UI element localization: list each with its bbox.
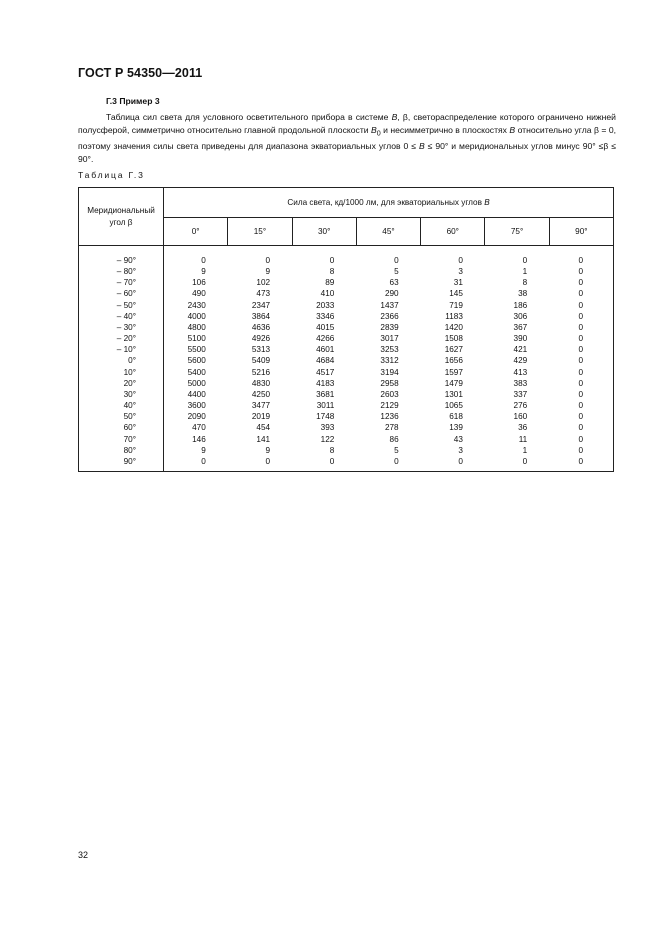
intensity-value-cell: 1748 bbox=[316, 412, 335, 422]
intensity-value-cell: 4000 bbox=[187, 311, 206, 321]
table-caption: Таблица Г.3 bbox=[78, 170, 145, 180]
intensity-value-cell: 9 bbox=[265, 445, 271, 455]
intensity-value-cell: 1301 bbox=[444, 389, 463, 399]
paragraph-segment: B bbox=[391, 112, 398, 122]
intensity-value-cell: 3194 bbox=[380, 367, 399, 377]
intensity-value-cell: 3600 bbox=[187, 401, 206, 411]
document-header: ГОСТ Р 54350—2011 bbox=[78, 66, 203, 80]
meridian-angle-cell: – 60° bbox=[79, 288, 164, 299]
table-row bbox=[79, 311, 614, 322]
intensity-value-cell: 63 bbox=[389, 278, 399, 288]
meridian-angle-cell: 0° bbox=[79, 355, 164, 366]
meridian-angle-cell: – 10° bbox=[79, 344, 164, 355]
equatorial-angle-header: 45° bbox=[356, 217, 420, 246]
intensity-value-cell: 145 bbox=[449, 289, 463, 299]
table-row bbox=[79, 277, 614, 288]
equatorial-angle-header: 60° bbox=[421, 217, 485, 246]
intensity-value-cell: 393 bbox=[320, 423, 335, 433]
table-row bbox=[79, 355, 614, 366]
intensity-value-cell: 337 bbox=[513, 389, 528, 399]
intensity-value-cell: 5600 bbox=[187, 356, 206, 366]
intensity-value-cell: 1236 bbox=[380, 412, 399, 422]
table-row bbox=[79, 266, 614, 277]
intensity-value-cell: 0 bbox=[549, 434, 613, 445]
table-row bbox=[79, 322, 614, 333]
intensity-value-cell: 31 bbox=[453, 278, 463, 288]
intensity-value-cell: 4830 bbox=[251, 378, 271, 388]
intensity-value-cell: 0 bbox=[549, 456, 613, 472]
intensity-value-cell: 5409 bbox=[251, 356, 271, 366]
intensity-value-cell: 141 bbox=[256, 434, 271, 444]
intensity-value-cell: 5400 bbox=[187, 367, 206, 377]
intensity-value-cell: 429 bbox=[513, 356, 528, 366]
table-row bbox=[79, 344, 614, 355]
intensity-value-cell: 0 bbox=[549, 389, 613, 400]
intensity-group-header-text: Сила света, кд/1000 лм, для экваториальных углов bbox=[287, 197, 485, 207]
paragraph-segment: B bbox=[418, 140, 425, 151]
intensity-value-cell: 3011 bbox=[316, 401, 335, 411]
intensity-value-cell: 38 bbox=[518, 289, 528, 299]
intensity-value-cell: 3017 bbox=[380, 334, 399, 344]
table-row bbox=[79, 389, 614, 400]
meridian-angle-cell: – 30° bbox=[79, 322, 164, 333]
intensity-value-cell: 4400 bbox=[187, 389, 206, 399]
intensity-value-cell: 4636 bbox=[251, 322, 271, 332]
table-row bbox=[79, 378, 614, 389]
intro-paragraph-text bbox=[78, 111, 616, 165]
equatorial-angle-header: 75° bbox=[485, 217, 549, 246]
intensity-value-cell: 4800 bbox=[187, 322, 206, 332]
intensity-value-cell: 1479 bbox=[444, 378, 463, 388]
intensity-value-cell: 1 bbox=[522, 445, 528, 455]
intensity-value-cell: 3477 bbox=[251, 401, 271, 411]
intensity-value-cell: 3 bbox=[458, 445, 463, 455]
intensity-value-cell: 8 bbox=[329, 267, 335, 277]
intensity-value-cell: 5000 bbox=[187, 378, 206, 388]
intensity-value-cell: 3681 bbox=[316, 389, 335, 399]
intensity-value-cell: 413 bbox=[513, 367, 528, 377]
page-number: 32 bbox=[78, 850, 89, 860]
intensity-value-cell: 0 bbox=[549, 333, 613, 344]
intensity-value-cell: 4266 bbox=[316, 334, 335, 344]
intensity-value-cell: 89 bbox=[325, 278, 335, 288]
intensity-value-cell: 1656 bbox=[444, 356, 463, 366]
intensity-value-cell: 0 bbox=[549, 311, 613, 322]
intensity-value-cell: 618 bbox=[449, 412, 463, 422]
intensity-value-cell: 4183 bbox=[316, 378, 335, 388]
table-row bbox=[79, 445, 614, 456]
intensity-value-cell: 1183 bbox=[445, 311, 463, 321]
table-row bbox=[79, 367, 614, 378]
meridian-angle-header bbox=[79, 188, 164, 246]
paragraph-segment: и несимметрично в плоскостях bbox=[380, 124, 510, 135]
intensity-value-cell: 3 bbox=[458, 267, 463, 277]
equatorial-angle-header: 30° bbox=[292, 217, 356, 246]
intensity-value-cell: 0 bbox=[265, 256, 271, 265]
intensity-value-cell: 0 bbox=[356, 456, 420, 472]
intensity-value-cell: 3253 bbox=[380, 345, 399, 355]
intensity-value-cell: 0 bbox=[292, 456, 356, 472]
intensity-value-cell: 2839 bbox=[380, 322, 399, 332]
meridian-angle-cell: – 70° bbox=[79, 277, 164, 288]
table-row bbox=[79, 400, 614, 411]
table-body bbox=[79, 246, 614, 472]
intensity-value-cell: 421 bbox=[513, 345, 528, 355]
intensity-value-cell: 0 bbox=[549, 355, 613, 366]
intensity-value-cell: 1065 bbox=[444, 401, 463, 411]
intensity-value-cell: 0 bbox=[549, 300, 613, 311]
intensity-value-cell: 2129 bbox=[380, 401, 399, 411]
intensity-value-cell: 4601 bbox=[316, 345, 335, 355]
intensity-value-cell: 8 bbox=[329, 445, 335, 455]
intensity-value-cell: 383 bbox=[513, 378, 528, 388]
intensity-value-cell: 9 bbox=[201, 267, 206, 277]
intensity-value-cell: 1508 bbox=[444, 334, 463, 344]
meridian-angle-cell: – 80° bbox=[79, 266, 164, 277]
intensity-value-cell: 102 bbox=[256, 278, 271, 288]
intro-paragraph bbox=[78, 111, 616, 165]
intensity-value-cell: 367 bbox=[513, 322, 528, 332]
intensity-value-cell: 2603 bbox=[380, 389, 399, 399]
intensity-value-cell: 1437 bbox=[380, 300, 399, 310]
intensity-value-cell: 5500 bbox=[187, 345, 206, 355]
meridian-angle-cell: – 90° bbox=[79, 246, 164, 267]
intensity-value-cell: 3346 bbox=[316, 311, 335, 321]
meridian-angle-cell: 70° bbox=[79, 434, 164, 445]
paragraph-segment: Таблица сил света для условного осветительного прибора в системе bbox=[106, 112, 392, 122]
meridian-angle-cell: 60° bbox=[79, 422, 164, 433]
meridian-angle-cell: – 40° bbox=[79, 311, 164, 322]
intensity-value-cell: 5 bbox=[394, 445, 399, 455]
intensity-value-cell: 1 bbox=[522, 267, 528, 277]
intensity-value-cell: 0 bbox=[228, 456, 292, 472]
intensity-value-cell: 0 bbox=[485, 456, 549, 472]
intensity-value-cell: 2347 bbox=[251, 300, 271, 310]
meridian-angle-cell: 40° bbox=[79, 400, 164, 411]
intensity-value-cell: 2430 bbox=[187, 300, 206, 310]
intensity-value-cell: 290 bbox=[384, 289, 399, 299]
intensity-value-cell: 719 bbox=[449, 300, 463, 310]
intensity-value-cell: 4684 bbox=[316, 356, 335, 366]
table-row bbox=[79, 288, 614, 299]
meridian-angle-cell: 30° bbox=[79, 389, 164, 400]
table-row bbox=[79, 333, 614, 344]
intensity-value-cell: 0 bbox=[394, 256, 399, 265]
intensity-value-cell: 0 bbox=[329, 256, 335, 265]
intensity-value-cell: 410 bbox=[320, 289, 335, 299]
luminous-intensity-table bbox=[78, 187, 614, 472]
intensity-value-cell: 473 bbox=[256, 289, 271, 299]
intensity-value-cell: 0 bbox=[549, 246, 613, 267]
meridian-angle-cell: 50° bbox=[79, 411, 164, 422]
intensity-value-cell: 5100 bbox=[187, 334, 206, 344]
intensity-value-cell: 11 bbox=[518, 434, 528, 444]
meridian-angle-cell: 90° bbox=[79, 456, 164, 472]
intensity-value-cell: 146 bbox=[192, 434, 206, 444]
meridian-angle-cell: – 50° bbox=[79, 300, 164, 311]
paragraph-segment: B bbox=[509, 124, 516, 135]
intensity-value-cell: 9 bbox=[201, 445, 206, 455]
intensity-value-cell: 0 bbox=[522, 256, 528, 265]
intensity-value-cell: 2090 bbox=[187, 412, 206, 422]
intensity-group-header bbox=[164, 188, 614, 218]
meridian-angle-cell: 10° bbox=[79, 367, 164, 378]
table-row bbox=[79, 456, 614, 472]
paragraph-segment: относительно угла β = 0, поэтому значения силы света приведены для диапазона экваториальных углов 0 ≤ bbox=[78, 124, 616, 151]
section-title: Г.3 Пример 3 bbox=[106, 96, 160, 106]
intensity-value-cell: 470 bbox=[192, 423, 206, 433]
intensity-value-cell: 106 bbox=[192, 278, 206, 288]
equatorial-angle-header: 0° bbox=[164, 217, 228, 246]
intensity-value-cell: 5 bbox=[394, 267, 399, 277]
intensity-value-cell: 160 bbox=[513, 412, 528, 422]
meridian-angle-cell: – 20° bbox=[79, 333, 164, 344]
equatorial-angle-header: 15° bbox=[228, 217, 292, 246]
paragraph-segment: , β, светораспределение которого ограничено нижней полусферой, симметрично относительно главной продольной плоскости bbox=[78, 112, 616, 135]
intensity-value-cell: 306 bbox=[513, 311, 528, 321]
intensity-value-cell: 0 bbox=[549, 288, 613, 299]
intensity-value-cell: 0 bbox=[549, 411, 613, 422]
intensity-value-cell: 2958 bbox=[380, 378, 399, 388]
paragraph-segment: ≤ 90° и меридиональных углов минус 90° ≤β ≤ 90°. bbox=[78, 140, 616, 164]
intensity-value-cell: 0 bbox=[458, 256, 463, 265]
intensity-value-cell: 86 bbox=[389, 434, 399, 444]
intensity-group-header-var: B bbox=[484, 197, 490, 207]
intensity-value-cell: 43 bbox=[453, 434, 463, 444]
meridian-angle-cell: 80° bbox=[79, 445, 164, 456]
intensity-value-cell: 2033 bbox=[316, 300, 335, 310]
intensity-value-cell: 278 bbox=[384, 423, 399, 433]
meridian-header-line2: угол β bbox=[109, 217, 133, 227]
intensity-value-cell: 0 bbox=[549, 400, 613, 411]
table-row bbox=[79, 422, 614, 433]
meridian-angle-cell: 20° bbox=[79, 378, 164, 389]
intensity-value-cell: 1597 bbox=[444, 367, 463, 377]
intensity-value-cell: 276 bbox=[513, 401, 528, 411]
intensity-value-cell: 4250 bbox=[251, 389, 271, 399]
intensity-value-cell: 9 bbox=[265, 267, 271, 277]
table-row bbox=[79, 300, 614, 311]
table-row bbox=[79, 434, 614, 445]
intensity-value-cell: 0 bbox=[201, 256, 206, 265]
intensity-value-cell: 139 bbox=[449, 423, 463, 433]
intensity-value-cell: 0 bbox=[549, 266, 613, 277]
intensity-value-cell: 0 bbox=[421, 456, 485, 472]
equatorial-angle-header: 90° bbox=[549, 217, 613, 246]
meridian-header-line1: Меридиональный bbox=[87, 205, 155, 215]
intensity-value-cell: 4517 bbox=[316, 367, 335, 377]
intensity-value-cell: 0 bbox=[164, 456, 228, 472]
intensity-value-cell: 0 bbox=[549, 378, 613, 389]
intensity-value-cell: 0 bbox=[549, 422, 613, 433]
table-row bbox=[79, 246, 614, 267]
paragraph-segment: 0 bbox=[376, 129, 381, 138]
intensity-value-cell: 0 bbox=[549, 344, 613, 355]
intensity-value-cell: 3864 bbox=[251, 311, 271, 321]
intensity-value-cell: 454 bbox=[256, 423, 271, 433]
intensity-value-cell: 2019 bbox=[251, 412, 271, 422]
intensity-value-cell: 490 bbox=[192, 289, 206, 299]
intensity-value-cell: 4926 bbox=[251, 334, 271, 344]
intensity-value-cell: 1627 bbox=[444, 345, 463, 355]
paragraph-segment: B bbox=[371, 124, 377, 135]
intensity-value-cell: 36 bbox=[518, 423, 528, 433]
intensity-value-cell: 5216 bbox=[251, 367, 271, 377]
intensity-value-cell: 3312 bbox=[380, 356, 399, 366]
intensity-value-cell: 122 bbox=[320, 434, 335, 444]
intensity-value-cell: 0 bbox=[549, 322, 613, 333]
intensity-value-cell: 0 bbox=[549, 277, 613, 288]
intensity-value-cell: 0 bbox=[549, 445, 613, 456]
intensity-value-cell: 1420 bbox=[444, 322, 463, 332]
intensity-value-cell: 2366 bbox=[380, 311, 399, 321]
intensity-value-cell: 4015 bbox=[316, 322, 335, 332]
intensity-value-cell: 0 bbox=[549, 367, 613, 378]
table-row bbox=[79, 411, 614, 422]
intensity-value-cell: 5313 bbox=[251, 345, 271, 355]
intensity-value-cell: 186 bbox=[513, 300, 528, 310]
intensity-value-cell: 390 bbox=[513, 334, 528, 344]
intensity-value-cell: 8 bbox=[522, 278, 528, 288]
